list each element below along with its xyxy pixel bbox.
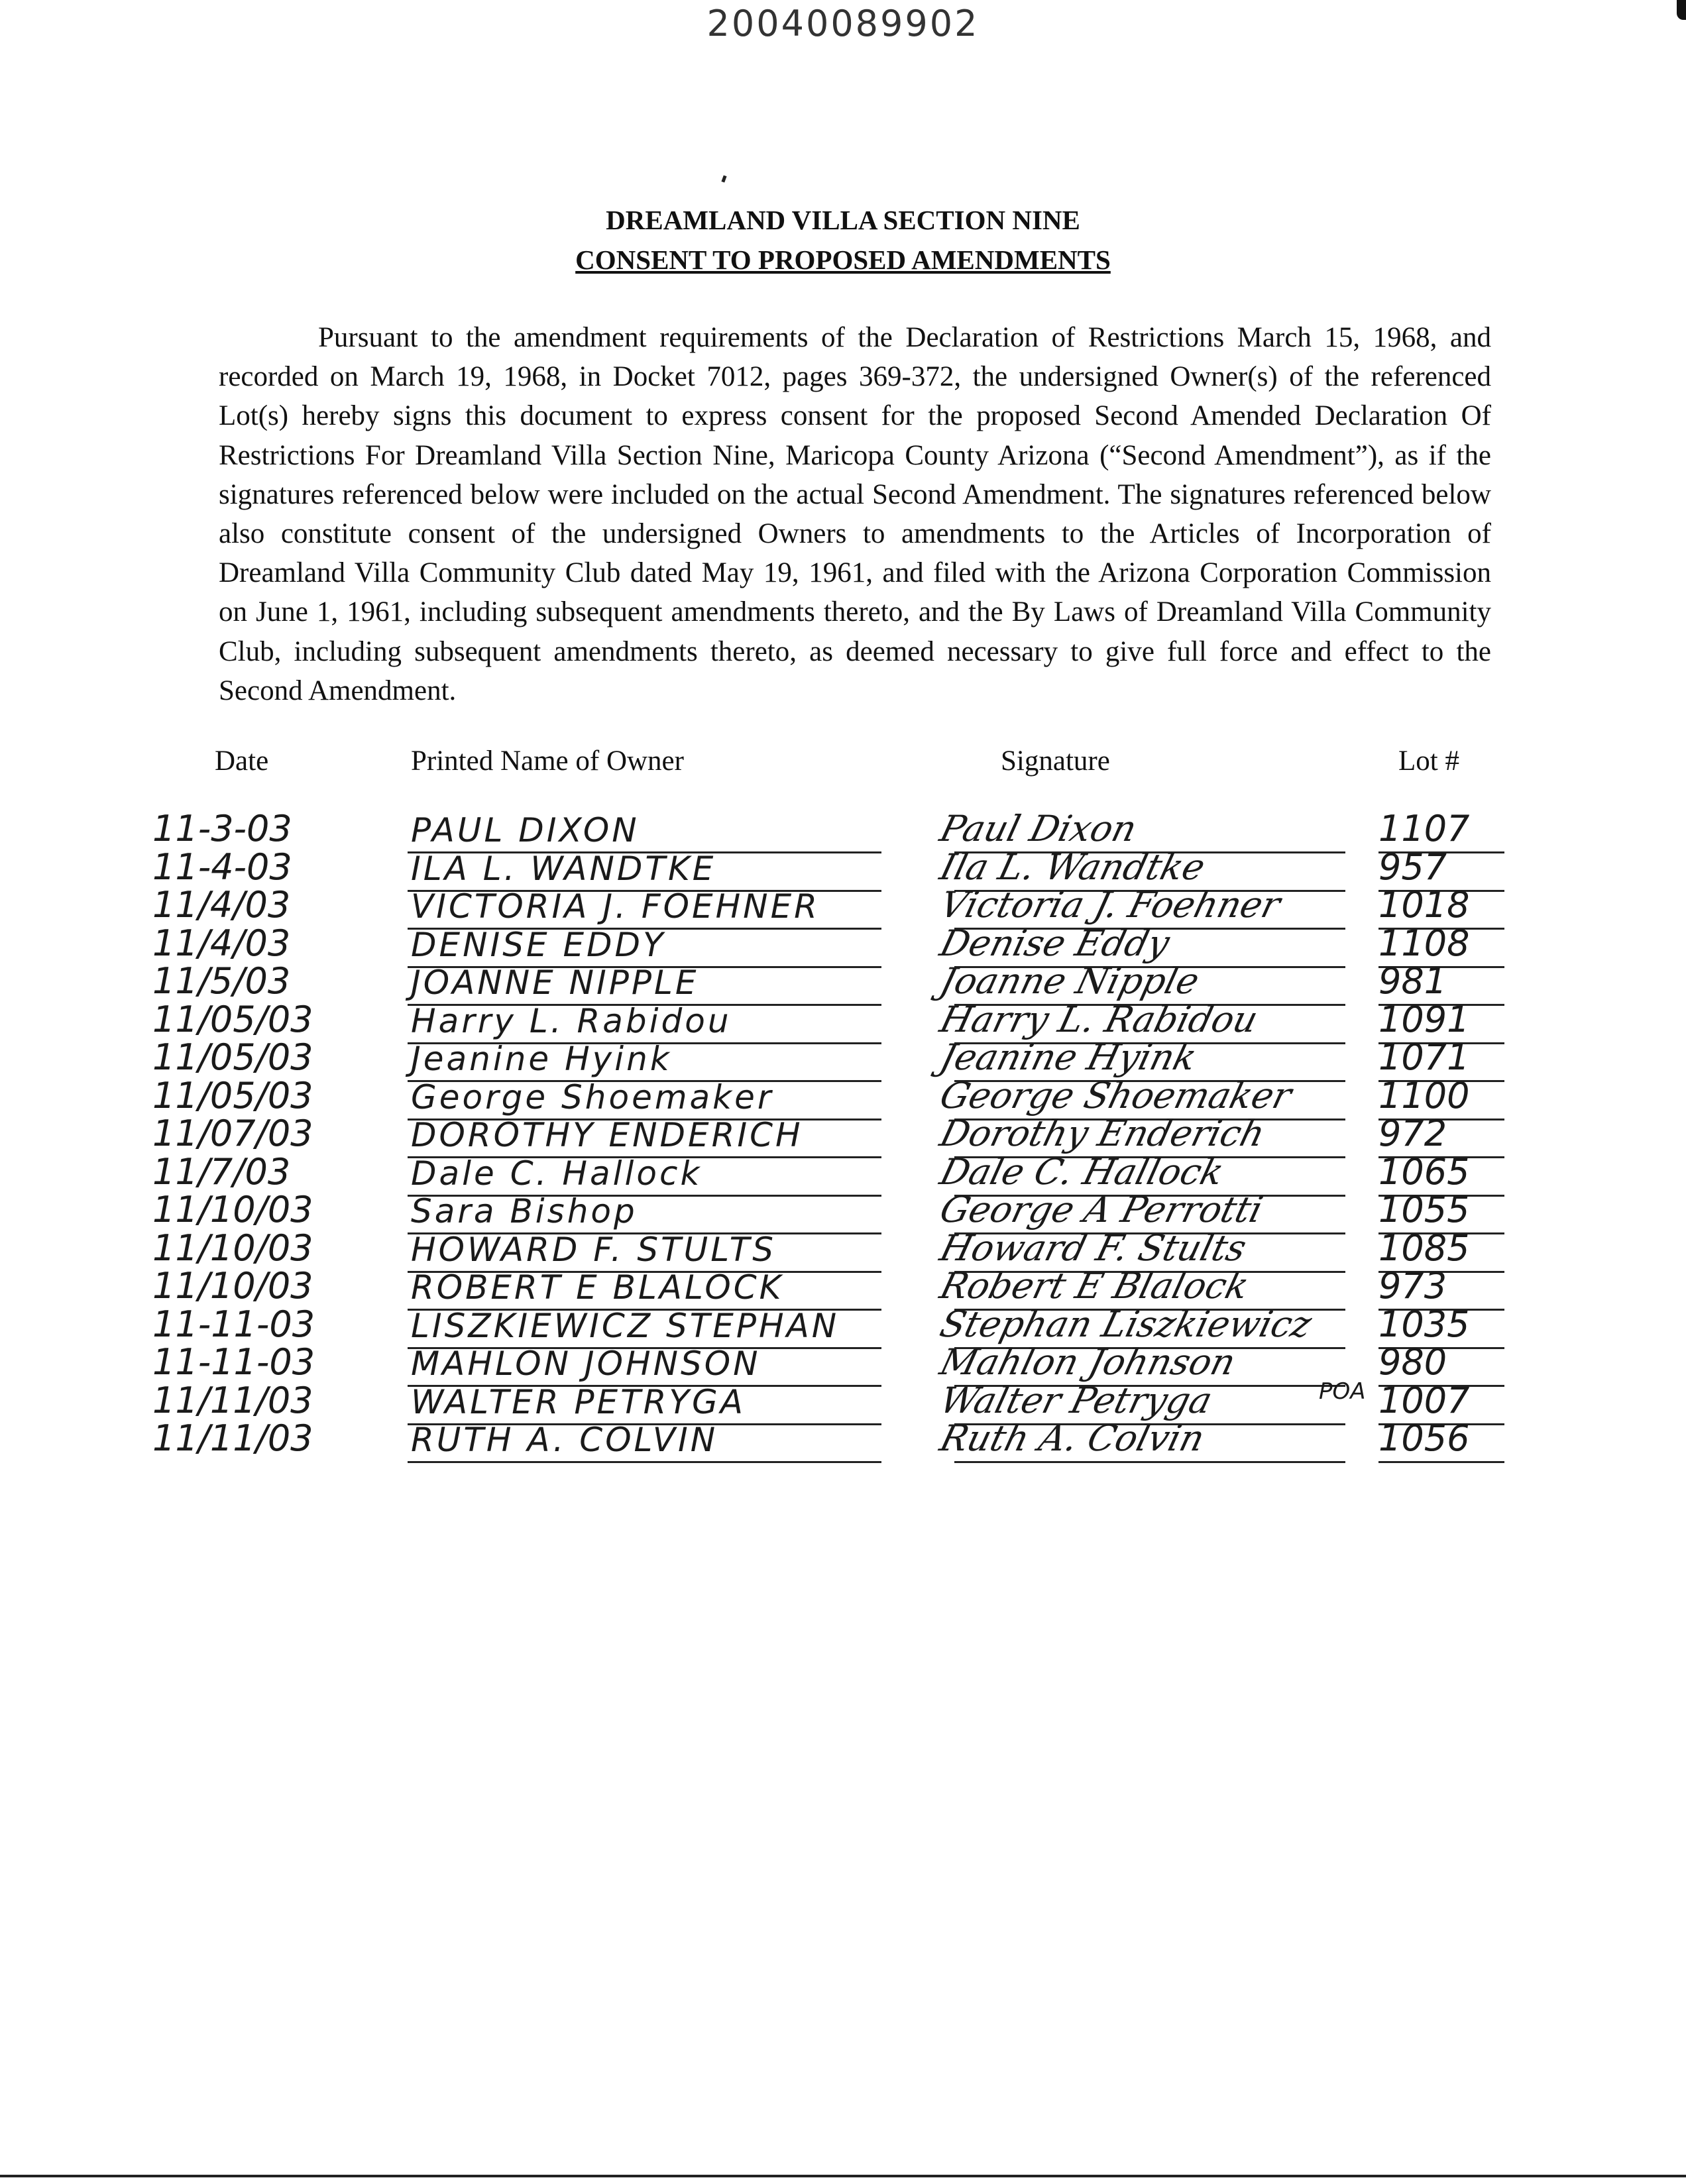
date-cell: 11/10/03	[152, 1227, 313, 1269]
signature-cell: George Shoemaker	[936, 1075, 1296, 1117]
signature-cell: Stephan Liszkiewicz	[936, 1303, 1316, 1345]
printed-name-cell: Harry L. Rabidou	[411, 1002, 732, 1040]
printed-name-cell: VICTORIA J. FOEHNER	[411, 887, 820, 926]
column-header-signature: Signature	[1001, 745, 1110, 777]
signature-cell: Robert E Blalock	[936, 1265, 1253, 1307]
date-cell: 11-11-03	[152, 1303, 315, 1345]
lot-underline	[1378, 1461, 1504, 1463]
date-cell: 11/05/03	[152, 1075, 313, 1117]
date-cell: 11/05/03	[152, 1036, 313, 1078]
date-cell: 11/07/03	[152, 1113, 313, 1154]
name-underline	[408, 1461, 881, 1463]
printed-name-cell: George Shoemaker	[411, 1078, 774, 1117]
printed-name-cell: HOWARD F. STULTS	[411, 1230, 776, 1269]
signature-cell: Paul Dixon	[936, 808, 1141, 849]
date-cell: 11/4/03	[152, 884, 291, 926]
table-row	[0, 1417, 1686, 1463]
printed-name-cell: Dale C. Hallock	[411, 1154, 702, 1193]
date-cell: 11/11/03	[152, 1380, 313, 1421]
signature-cell: Ila L. Wandtke	[936, 846, 1209, 888]
printed-name-cell: PAUL DIXON	[411, 811, 640, 849]
date-cell: 11/05/03	[152, 999, 313, 1040]
document-subtitle: CONSENT TO PROPOSED AMENDMENTS	[575, 245, 1111, 275]
signature-cell: Victoria J. Foehner	[936, 884, 1285, 926]
lot-number-cell: 957	[1378, 846, 1447, 888]
date-cell: 11/4/03	[152, 922, 291, 964]
consent-paragraph	[219, 318, 1491, 710]
column-header-date: Date	[215, 745, 269, 777]
printed-name-cell: ROBERT E BLALOCK	[411, 1268, 784, 1307]
date-cell: 11-3-03	[152, 808, 292, 849]
lot-number-cell: 1100	[1378, 1075, 1470, 1117]
document-title: DREAMLAND VILLA SECTION NINE	[606, 205, 1080, 235]
signature-cell: Mahlon Johnson	[936, 1341, 1240, 1383]
column-header-lot: Lot #	[1398, 745, 1459, 777]
printed-name-cell: Jeanine Hyink	[411, 1040, 672, 1078]
lot-number-cell: 1085	[1378, 1227, 1470, 1269]
lot-number-cell: 980	[1378, 1341, 1447, 1383]
signature-cell: Jeanine Hyink	[936, 1036, 1201, 1078]
printed-name-cell: WALTER PETRYGA	[411, 1383, 746, 1421]
lot-number-cell: 1035	[1378, 1303, 1470, 1345]
date-cell: 11/5/03	[152, 960, 291, 1002]
lot-number-cell: 1091	[1378, 999, 1470, 1040]
page-bottom-rule	[0, 2175, 1686, 2177]
stray-mark	[721, 175, 726, 182]
printed-name-cell: RUTH A. COLVIN	[411, 1421, 718, 1459]
lot-number-cell: 1065	[1378, 1151, 1470, 1193]
column-header-name: Printed Name of Owner	[411, 745, 684, 777]
printed-name-cell: Sara Bishop	[411, 1192, 638, 1230]
consent-paragraph-text: Pursuant to the amendment requirements of the Declaration of Restrictions March 15, 1968, and recorded on March 19, 1968, in Docket 7012, pages 369-372, the undersigned Owner(s) of the referenced Lot(s) hereby signs this document to express consent for the proposed Second Amended Declaration Of Restrictions For Dreamland Villa Section Nine, Maricopa County Arizona (“Second Amendment”), as if the signatures referenced below were included on the actual Second Amendment. The signatures referenced below also constitute consent of the undersigned Owners to amendments to the Articles of Incorporation of Dreamland Villa Community Club dated May 19, 1961, and filed with the Arizona Corporation Commission on June 1, 1961, including subsequent amendments thereto, and the By Laws of Dreamland Villa Community Club, including subsequent amendments thereto, as deemed necessary to give full force and effect to the Second Amendment.	[219, 322, 1491, 706]
lot-number-cell: 972	[1378, 1113, 1447, 1154]
lot-number-cell: 1108	[1378, 922, 1470, 964]
signature-cell: Walter Petryga	[936, 1380, 1217, 1421]
date-cell: 11/10/03	[152, 1265, 313, 1307]
lot-number-cell: 1018	[1378, 884, 1470, 926]
date-cell: 11/10/03	[152, 1189, 313, 1230]
signature-cell: George A Perrotti	[936, 1189, 1267, 1230]
signature-cell: Joanne Nipple	[936, 960, 1204, 1002]
date-cell: 11/11/03	[152, 1417, 313, 1459]
signature-cell: Dorothy Enderich	[936, 1113, 1269, 1154]
lot-number-cell: 973	[1378, 1265, 1447, 1307]
document-number: 20040089902	[706, 3, 980, 44]
lot-number-cell: 1056	[1378, 1417, 1470, 1459]
signature-cell: Denise Eddy	[936, 922, 1174, 964]
printed-name-cell: LISZKIEWICZ STEPHAN	[411, 1307, 840, 1345]
signature-cell: Harry L. Rabidou	[936, 999, 1263, 1040]
signature-cell: Dale C. Hallock	[936, 1151, 1228, 1193]
printed-name-cell: DOROTHY ENDERICH	[411, 1116, 803, 1154]
printed-name-cell: ILA L. WANDTKE	[411, 849, 716, 888]
date-cell: 11/7/03	[152, 1151, 291, 1193]
printed-name-cell: JOANNE NIPPLE	[411, 963, 699, 1002]
lot-number-cell: 981	[1378, 960, 1447, 1002]
signature-cell: Ruth A. Colvin	[936, 1417, 1209, 1459]
lot-number-cell: 1071	[1378, 1036, 1470, 1078]
date-cell: 11-11-03	[152, 1341, 315, 1383]
signature-cell: Howard F. Stults	[936, 1227, 1251, 1269]
date-cell: 11-4-03	[152, 846, 292, 888]
lot-number-cell: 1007	[1378, 1380, 1470, 1421]
lot-number-cell: 1107	[1378, 808, 1470, 849]
printed-name-cell: DENISE EDDY	[411, 926, 666, 964]
signature-underline	[954, 1461, 1345, 1463]
printed-name-cell: MAHLON JOHNSON	[411, 1344, 761, 1383]
poa-note: POA	[1319, 1378, 1366, 1405]
lot-number-cell: 1055	[1378, 1189, 1470, 1230]
